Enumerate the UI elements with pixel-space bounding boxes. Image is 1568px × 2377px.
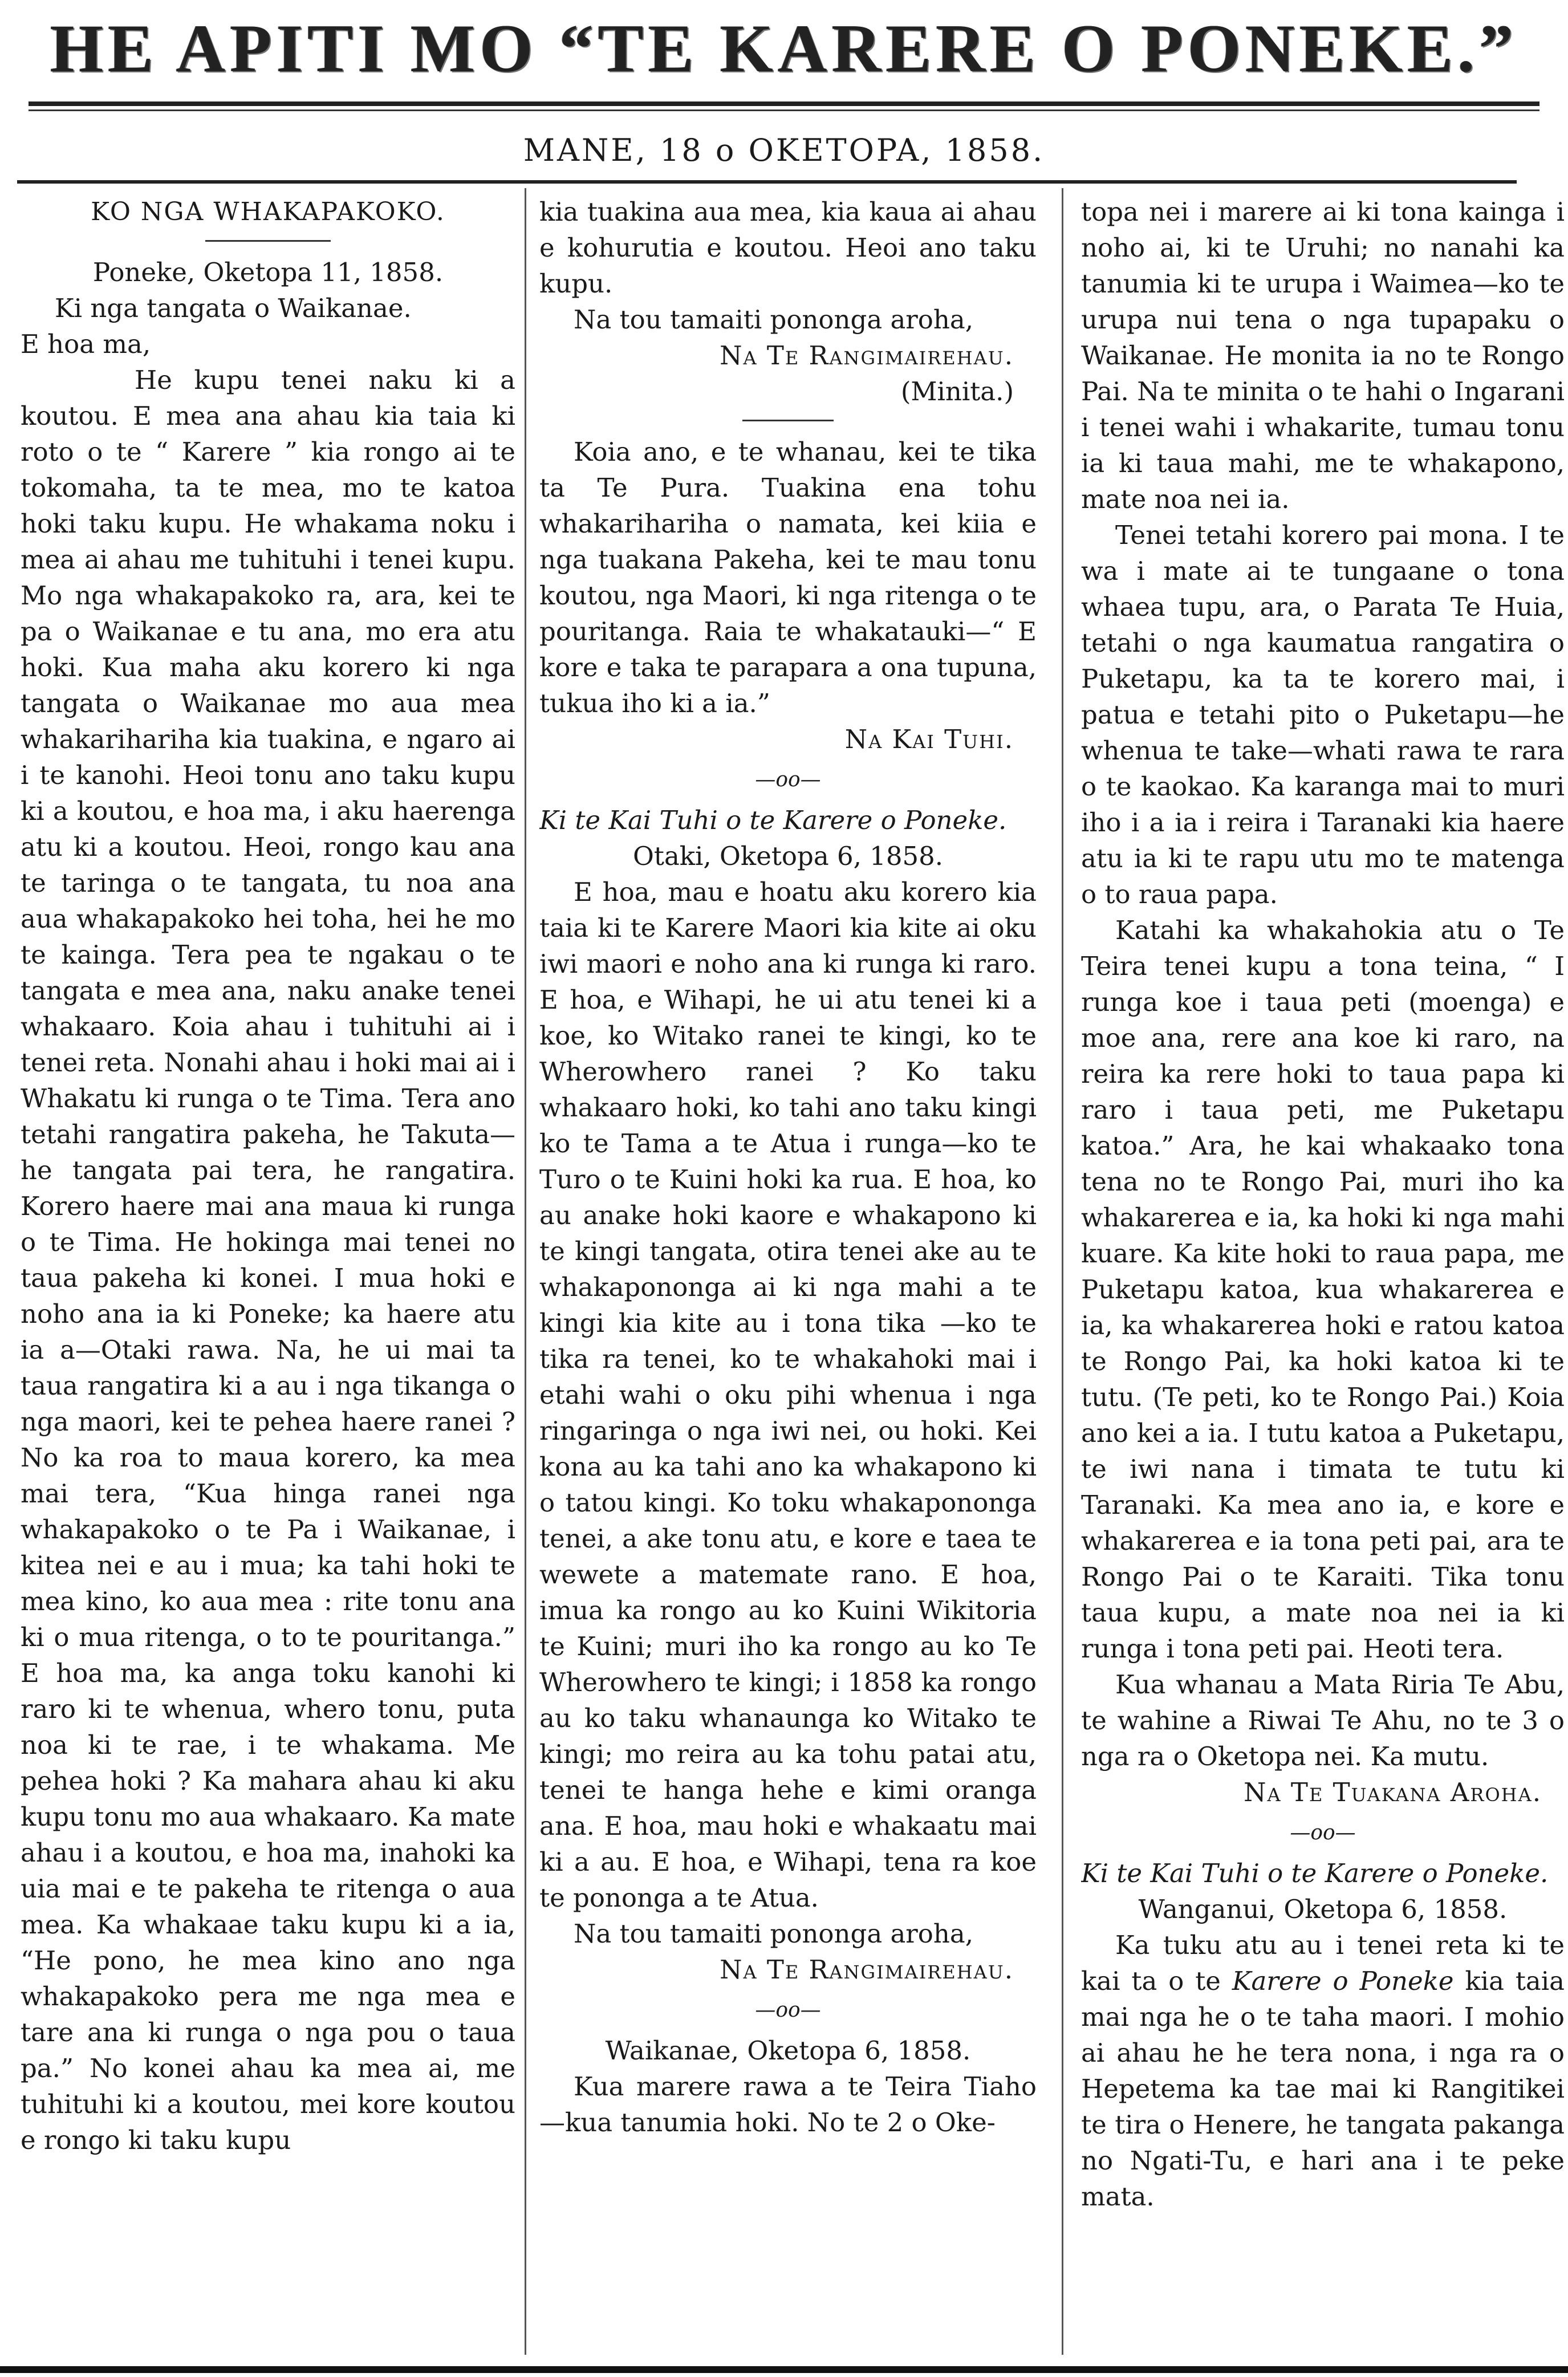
column-3 [1081, 194, 1565, 2360]
column-divider-2 [1062, 188, 1063, 2355]
masthead-rule-thick [29, 101, 1539, 106]
signature: Na Te Rangimairehau. [720, 340, 1014, 371]
editor-comment: Koia ano, e te whanau, kei te tika ta Te Pura. Tuakina ena tohu whakarihariha o namata, kei kiia e nga tuakana Pakeha, kei te mau tonu koutou, nga Maori, ki nga ritenga o te pouritanga. Raia te whakatauki—“ E kore e taka te parapara a ona tupuna, tukua iho ki a ia.” [539, 437, 1037, 718]
place-date: Otaki, Oketopa 6, 1858. [632, 841, 944, 871]
separator: —oo— [1290, 1821, 1356, 1844]
article-paragraph: Kua whanau a Mata Riria Te Abu, te wahine a Riwai Te Ahu, no te 3 o nga ra o Oketopa nei. Ka mutu. [1081, 1669, 1565, 1771]
divider-rule [742, 420, 834, 421]
separator: —oo— [755, 1998, 821, 2022]
article-heading: KO NGA WHAKAPAKOKO. [91, 197, 445, 226]
separator: —oo— [755, 768, 821, 791]
letter-heading: Ki te Kai Tuhi o te Karere o Poneke. [539, 805, 1007, 835]
header-rule [17, 180, 1517, 184]
masthead-rule-thin [29, 109, 1539, 111]
letter-body [1081, 1927, 1565, 2215]
place-date: Poneke, Oketopa 11, 1858. [92, 257, 444, 287]
place-date: Waikanae, Oketopa 6, 1858. [605, 2035, 971, 2066]
letter-closing: Na tou tamaiti pononga aroha, [574, 1919, 973, 1949]
column-divider-1 [525, 188, 526, 2355]
letter-closing: Na tou tamaiti pononga aroha, [574, 304, 973, 335]
article-continuation: topa nei i marere ai ki tona kainga i noho ai, ki te Uruhi; no nanahi ka tanumia ki te urupa i Waimea—ko te urupa nui tena o nga tupapaku o Waikanae. He monita ia no te Rongo Pai. Na te minita o te hahi o Ingarani i tenei wahi i whakarite, tumau tonu ia ki taua mahi, me te whakapono, mate noa nei ia. [1081, 197, 1565, 514]
masthead [0, 0, 1568, 97]
letter-body-text: kia taia mai nga he o te taha maori. I mohio ai ahau he he tera nona, i nga ra o Hepetema ka tae mai ki Rangitikei te tira o Henere, he tangata pakanga no Ngati-Tu, e hari ana i te peke mata. [1081, 1966, 1565, 2212]
article-body: Kua marere rawa a te Teira Tiaho —kua tanumia hoki. No te 2 o Oke- [539, 2071, 1037, 2138]
salutation: E hoa ma, [21, 329, 151, 359]
letter-body: E hoa, mau e hoatu aku korero kia taia ki te Karere Maori kia kite ai oku iwi maori e noho ana ki runga ki raro. E hoa, e Wihapi, he ui atu tenei ki a koe, ko Witako ranei te kingi, ko te Wherowhero ranei ? Ko taku whakaaro hoki, ko tahi ano taku kingi ko te Tama a te Atua i runga—ko te Turo o te Kuini hoki ka rua. E hoa, ko au anake hoki kaore e whakapono ki te kingi tangata, otira tenei ake au te whakapononga ai ki nga mahi a te kingi kia kite au i tona tika —ko te tika ra tenei, ko te whakahoki mai i etahi wahi o oku pihi whenua i nga ringaringa o nga iwi nei, ou hoki. Kei kona au ka tahi ano ka whakapono ki o tatou kingi. Ko toku whakapononga tenei, a ake tonu atu, e kore e taea te wewete a matemate rano. E hoa, imua ka rongo au ko Kuini Wikitoria te Kuini; muri iho ka rongo au ko Te Wherowhero te kingi; i 1858 ka rongo au ko taku whanaunga ko Witako te kingi; mo reira au ka tohu patai atu, tenei te hanga hehe e kimi oranga ana. E hoa, mau hoki e whakaatu mai ki a au. E hoa, e Wihapi, tena ra koe te pononga a te Atua. [539, 877, 1037, 1913]
signature: Na Te Rangimairehau. [720, 1955, 1014, 1985]
article-paragraph: Tenei tetahi korero pai mona. I te wa i mate ai te tungaane o tona whaea tupu, ara, o Parata Te Huia, tetahi o nga kaumatua rangatira o Puketapu, ka ta te korero mai, i patua e tetahi pito o Puketapu—he whenua te take—whati rawa te rara o te kaokao. Ka karanga mai to muri iho i a ia i reira i Taranaki kia haere atu ia ki te rapu utu mo te matenga o to raua papa. [1081, 520, 1565, 909]
newspaper-name: Karere o Poneke [1232, 1966, 1454, 1996]
letter-heading: Ki te Kai Tuhi o te Karere o Poneke. [1081, 1858, 1549, 1888]
letter-body: He kupu tenei naku ki a koutou. E mea ana ahau kia taia ki roto o te “ Karere ” kia rongo ai te tokomaha, ta te mea, mo te katoa hoki taku kupu. He whakama noku i mea ai ahau me tuhituhi i tenei kupu. Mo nga whakapakoko ra, ara, kei te pa o Waikanae e tu ana, mo era atu hoki. Kua maha aku korero ki nga tangata o Waikanae mo aua mea whakarihariha kia tuakina, e ngaro ai i te kanohi. Heoi tonu ano taku kupu ki a koutou, e hoa ma, i aku haerenga atu ki a koutou. Heoi, rongo kau ana te taringa o te tangata, tu noa ana aua whakapakoko hei toha, hei he mo te kainga. Tera pea te ngakau o te tangata e mea ana, naku anake tenei whakaaro. Koia ahau i tuhituhi ai i tenei reta. Nonahi ahau i hoki mai ai i Whakatu ki runga o te Tima. Tera ano tetahi rangatira pakeha, he Takuta—he tangata pai tera, he rangatira. Korero haere mai ana maua ki runga o te Tima. He hokinga mai tenei no taua pakeha ki konei. I mua hoki e noho ana ia ki Poneke; ka haere atu ia a—Otaki rawa. Na, he ui mai ta taua rangatira ki a au i nga tikanga o nga maori, kei te pehea haere ranei ? No ka roa to maua korero, ka mea mai tera, “Kua hinga ranei nga whakapakoko o te Pa i Waikanae, i kitea nei e au i mua; ka tahi hoki te mea kino, ko aua mea : rite tonu ana ki o mua ritenga, o to te pouritanga.” E hoa ma, ka anga toku kanohi ki raro ki te whenua, whero tonu, puta noa ki te rae, i te whakama. Me pehea hoki ? Ka mahara ahau ki aku kupu tonu mo aua whakaaro. Ka mate ahau i a koutou, e hoa ma, inahoki ka uia mai e te pakeha te ritenga o aua mea. Ka whakaae taku kupu ki a ia, “He pono, he mea kino ano nga whakapakoko pera me nga mea e tare ana ki runga o nga pou o taua pa.” No konei ahau ka mea ai, me tuhituhi ki a koutou, mei kore koutou e rongo ki taku kupu [21, 365, 515, 2155]
column-1 [21, 194, 515, 2360]
signature-title: (Minita.) [900, 376, 1014, 407]
letter-body-text: Ka tuku atu au i tenei reta ki te kai ta o te [1081, 1930, 1565, 1996]
newspaper-title: HE APITI MO “TE KARERE O PONEKE.” [50, 10, 1518, 86]
editor-signature: Na Kai Tuhi. [844, 724, 1014, 754]
column-2 [539, 194, 1037, 2360]
heading-rule [205, 240, 331, 242]
article-paragraph: Katahi ka whakahokia atu o Te Teira tenei kupu a tona teina, “ I runga koe i taua peti (moenga) e moe ana, rere ana koe ki raro, na reira ka rere hoki to taua papa ki raro i taua peti, me Puketapu katoa.” Ara, he kai whakaako tona tena no te Rongo Pai, muri iho ka whakarerea e ia, ka hoki ki nga mahi kuare. Ka kite hoki to raua papa, me Puketapu katoa, kua whakarerea e ia, ka whakarerea hoki e ratou katoa te Rongo Pai, ka hoki katoa ki te tutu. (Te peti, ko te Rongo Pai.) Koia ano kei a ia. I tutu katoa a Puketapu, te iwi nana i timata te tutu ki Taranaki. Ka mea ano ia, e kore e whakarerea e ia tona peti pai, ara te Rongo Pai o te Karaiti. Tika tonu taua kupu, a mate noa nei ia ki runga i tona peti pai. Heoti tera. [1081, 915, 1565, 1664]
letter-continuation: kia tuakina aua mea, kia kaua ai ahau e kohurutia e koutou. Heoi ano taku kupu. [539, 197, 1037, 299]
place-date: Wanganui, Oketopa 6, 1858. [1138, 1894, 1508, 1924]
dateline: MANE, 18 o OKETOPA, 1858. [523, 132, 1045, 168]
footer-rule [0, 2366, 1568, 2373]
addressee: Ki nga tangata o Waikanae. [55, 293, 412, 323]
signature: Na Te Tuakana Aroha. [1244, 1777, 1542, 1807]
